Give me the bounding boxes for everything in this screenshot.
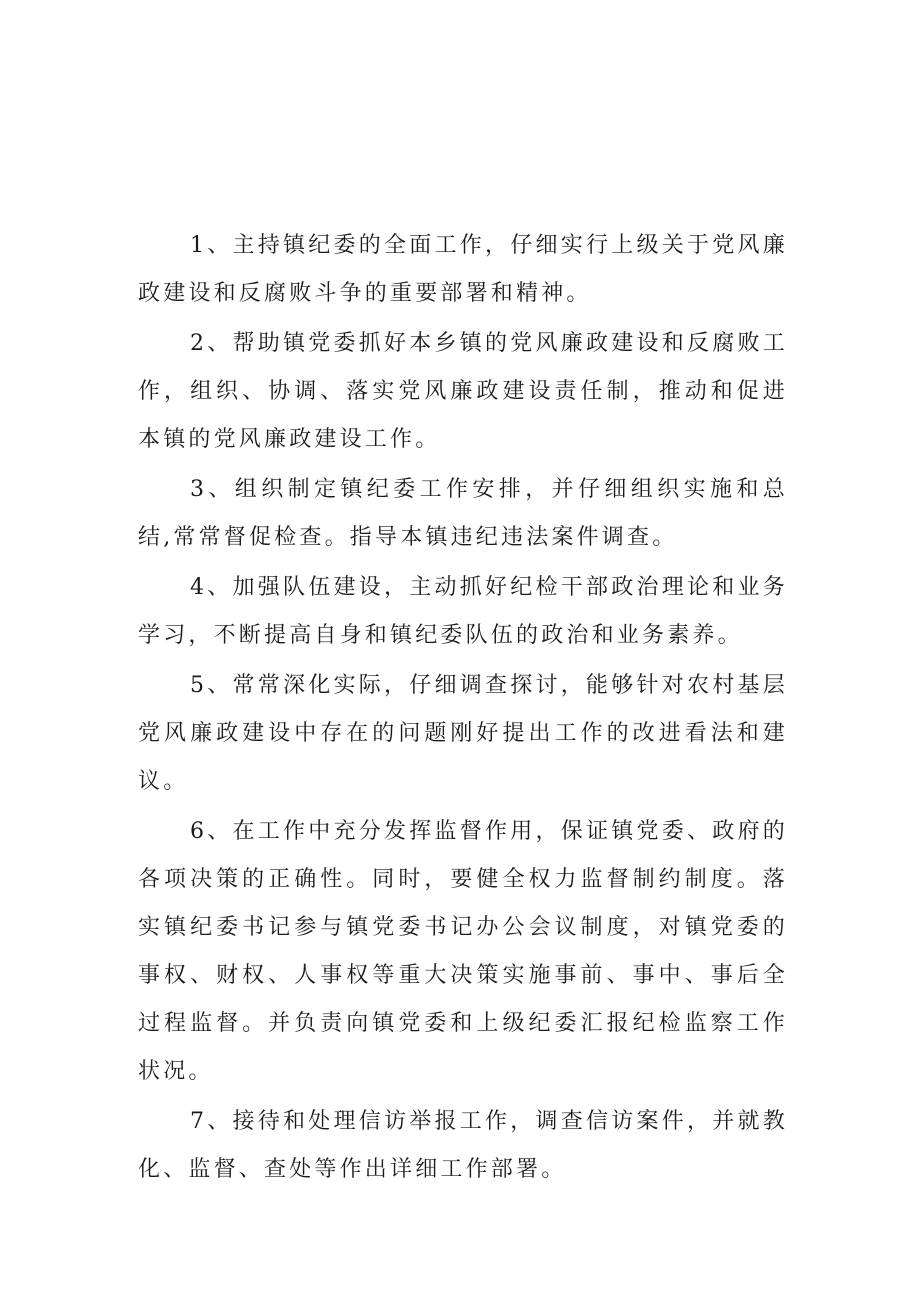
paragraph-5: 5、常常深化实际，仔细调查探讨，能够针对农村基层党风廉政建设中存在的问题刚好提出工作的改进看法和建议。 bbox=[138, 673, 788, 794]
paragraph-6: 6、在工作中充分发挥监督作用，保证镇党委、政府的各项决策的正确性。同时，要健全权力监督制约制度。落实镇纪委书记参与镇党委书记办公会议制度，对镇党委的事权、财权、人事权等重大决策实施事前、事中、事后全过程监督。并负责向镇党委和上级纪委汇报纪检监察工作状况。 bbox=[138, 819, 788, 1084]
paragraph-7: 7、接待和处理信访举报工作，调查信访案件，并就教化、监督、查处等作出详细工作部署。 bbox=[138, 1109, 788, 1182]
paragraph-3: 3、组织制定镇纪委工作安排，并仔细组织实施和总结,常常督促检查。指导本镇违纪违法案件调查。 bbox=[138, 477, 788, 550]
document-body bbox=[138, 222, 788, 1194]
paragraph-2: 2、帮助镇党委抓好本乡镇的党风廉政建设和反腐败工作，组织、协调、落实党风廉政建设责任制，推动和促进本镇的党风廉政建设工作。 bbox=[138, 331, 788, 452]
paragraph-4: 4、加强队伍建设，主动抓好纪检干部政治理论和业务学习，不断提高自身和镇纪委队伍的政治和业务素养。 bbox=[138, 575, 788, 648]
paragraph-1: 1、主持镇纪委的全面工作，仔细实行上级关于党风廉政建设和反腐败斗争的重要部署和精神。 bbox=[138, 233, 788, 306]
